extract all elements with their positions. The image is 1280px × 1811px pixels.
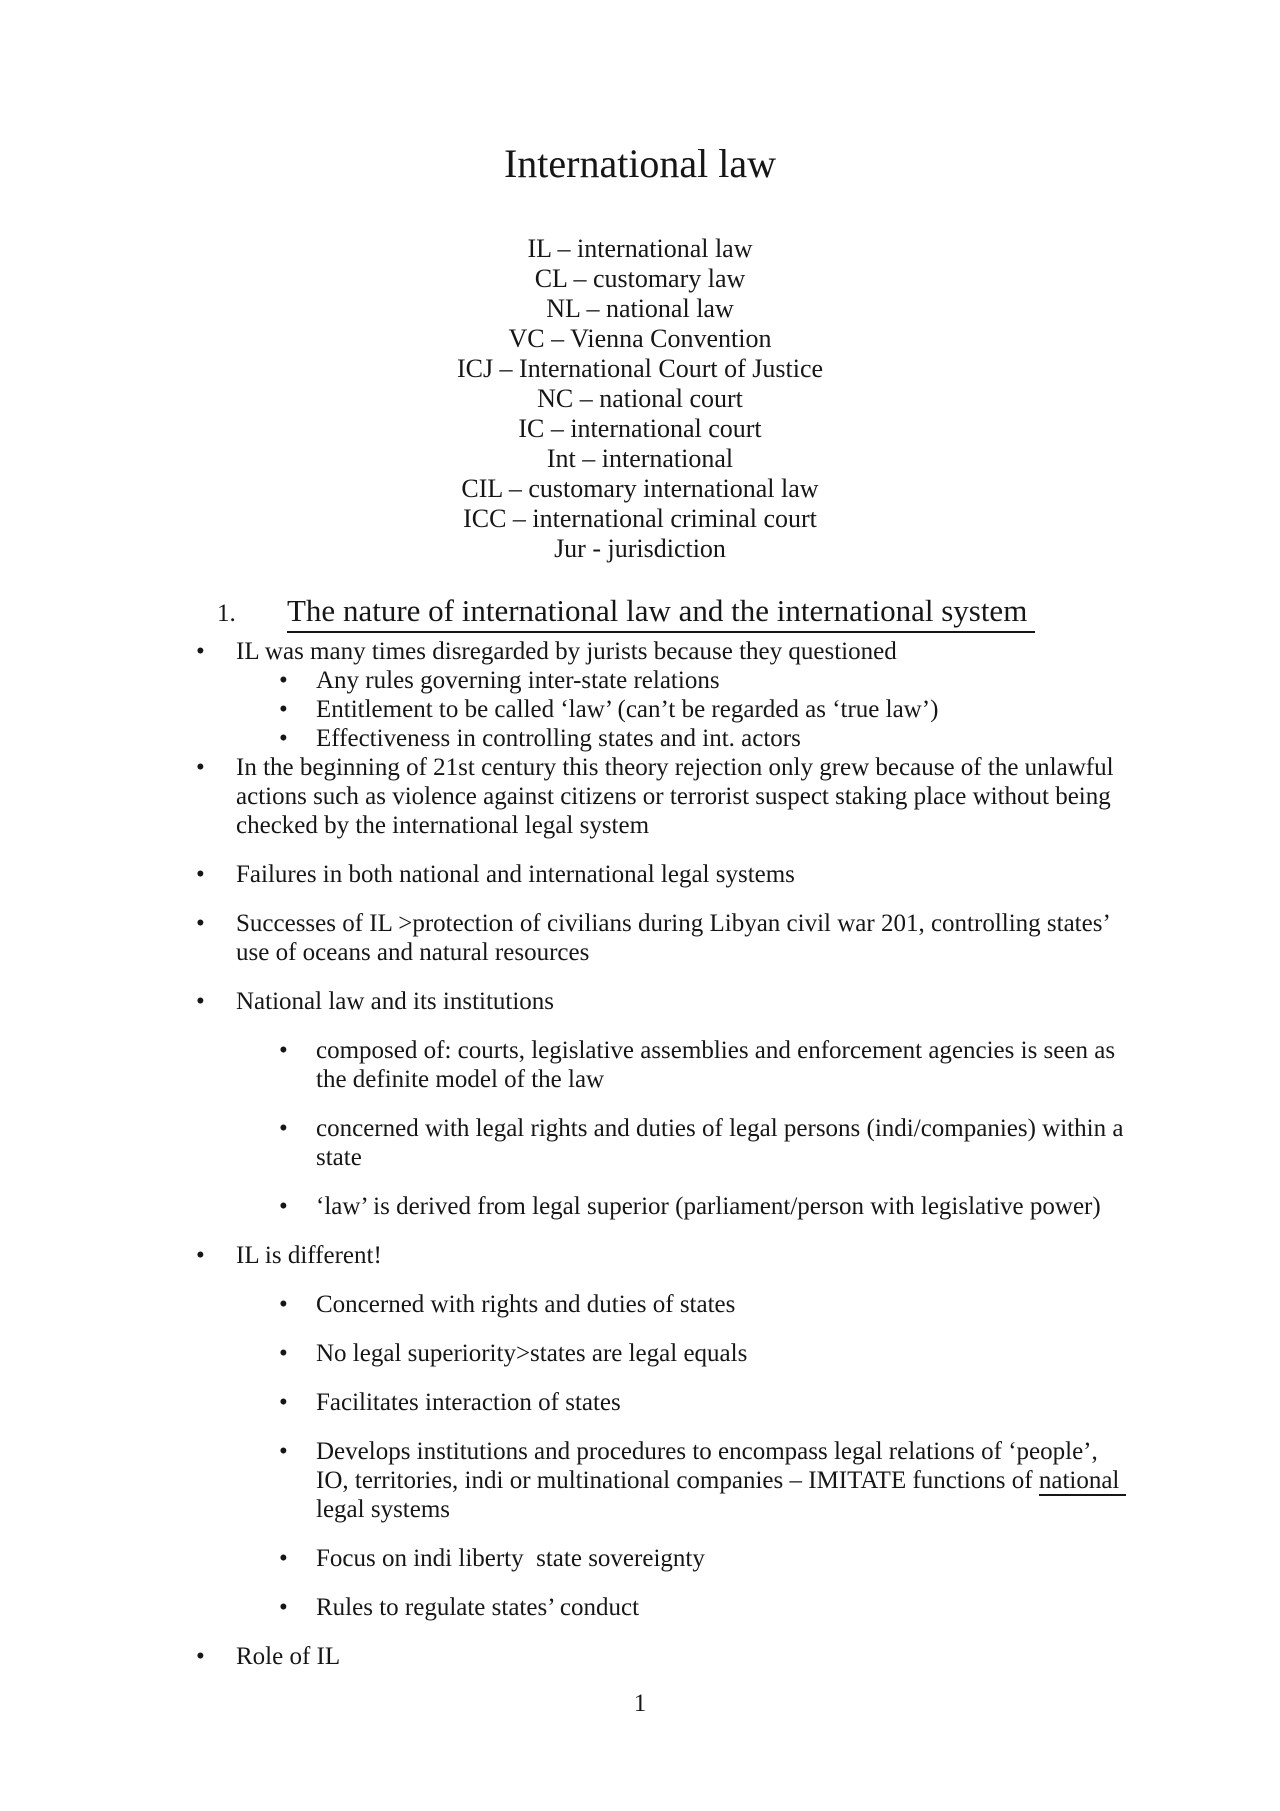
bullet-icon: •: [196, 638, 205, 665]
text-line: Effectiveness in controlling states and int. actors: [316, 725, 801, 752]
document-title: International law: [503, 141, 777, 186]
bullet-item: [122, 860, 1158, 889]
section-heading: [122, 592, 1158, 633]
bullet-icon: •: [196, 1242, 205, 1269]
bullet-item: [122, 724, 1158, 753]
bullet-item: [122, 666, 1158, 695]
abbreviation-line: CIL – customary international law: [461, 474, 819, 503]
bullet-icon: •: [279, 1438, 288, 1465]
bullet-icon: •: [279, 1594, 288, 1621]
text-line: legal systems: [316, 1496, 451, 1523]
text-line: In the beginning of 21st century this theory rejection only grew because of the unlawful: [236, 754, 1114, 781]
bullet-list: [122, 637, 1158, 1671]
text-line: Any rules governing inter-state relations: [316, 667, 720, 694]
bullet-item: [122, 753, 1158, 840]
bullet-icon: •: [279, 1389, 288, 1416]
text-line: National law and its institutions: [236, 988, 555, 1015]
page-number: 1: [633, 1690, 647, 1717]
text-segment: IO, territories, indi or multinational companies – IMITATE functions of: [316, 1467, 1039, 1494]
text-line: use of oceans and natural resources: [236, 939, 590, 966]
abbreviation-line: Jur - jurisdiction: [554, 534, 726, 563]
bullet-item: [122, 909, 1158, 967]
bullet-item: [122, 1114, 1158, 1172]
text-line: concerned with legal rights and duties of legal persons (indi/companies) within a: [316, 1115, 1124, 1142]
text-line: checked by the international legal system: [236, 812, 650, 839]
bullet-icon: •: [279, 1291, 288, 1318]
bullet-item: [122, 695, 1158, 724]
text-line: Successes of IL >protection of civilians during Libyan civil war 201, controlling states’: [236, 910, 1111, 937]
text-line: Rules to regulate states’ conduct: [316, 1594, 640, 1621]
abbreviation-line: ICJ – International Court of Justice: [456, 354, 824, 383]
abbreviation-line: NL – national law: [546, 294, 734, 323]
text-line: state: [316, 1144, 362, 1171]
abbreviation-list: [122, 234, 1158, 564]
bullet-icon: •: [196, 861, 205, 888]
bullet-icon: •: [196, 988, 205, 1015]
text-line: Concerned with rights and duties of states: [316, 1291, 736, 1318]
text-line: IL is different!: [236, 1242, 382, 1269]
bullet-item: [122, 1241, 1158, 1270]
bullet-icon: •: [196, 910, 205, 937]
abbreviation-line: ICC – international criminal court: [463, 504, 817, 533]
text-line: Focus on indi liberty state sovereignty: [316, 1545, 705, 1572]
bullet-item: [122, 1388, 1158, 1417]
abbreviation-line: NC – national court: [537, 384, 743, 413]
bullet-item: [122, 987, 1158, 1016]
bullet-icon: •: [279, 725, 288, 752]
text-line: actions such as violence against citizens or terrorist suspect staking place without being: [236, 783, 1111, 810]
bullet-item: [122, 1437, 1158, 1524]
bullet-icon: •: [279, 1037, 288, 1064]
bullet-item: [122, 637, 1158, 666]
bullet-icon: •: [279, 1193, 288, 1220]
bullet-icon: •: [279, 667, 288, 694]
bullet-icon: •: [279, 1340, 288, 1367]
text-line: IL was many times disregarded by jurists because they questioned: [236, 638, 897, 665]
bullet-item: [122, 1544, 1158, 1573]
bullet-item: [122, 1290, 1158, 1319]
bullet-item: [122, 1593, 1158, 1622]
section-title: The nature of international law and the international system: [287, 592, 1035, 633]
bullet-icon: •: [279, 1115, 288, 1142]
text-line: Entitlement to be called ‘law’ (can’t be regarded as ‘true law’): [316, 696, 939, 723]
bullet-icon: •: [279, 1545, 288, 1572]
text-line: Facilitates interaction of states: [316, 1389, 621, 1416]
abbreviation-line: IL – international law: [527, 234, 753, 263]
abbreviation-line: CL – customary law: [534, 264, 746, 293]
text-line: composed of: courts, legislative assemblies and enforcement agencies is seen as: [316, 1037, 1116, 1064]
bullet-item: [122, 1339, 1158, 1368]
text-line: Develops institutions and procedures to encompass legal relations of ‘people’,: [316, 1438, 1098, 1465]
text-line: No legal superiority>states are legal equals: [316, 1340, 748, 1367]
text-line: Failures in both national and international legal systems: [236, 861, 795, 888]
section-number: 1.: [217, 600, 236, 627]
abbreviation-line: Int – international: [546, 444, 734, 473]
bullet-icon: •: [196, 754, 205, 781]
text-line: Role of IL: [236, 1643, 341, 1670]
bullet-icon: •: [279, 696, 288, 723]
bullet-item: [122, 1642, 1158, 1671]
text-line: [316, 1466, 1158, 1495]
text-line: the definite model of the law: [316, 1066, 605, 1093]
underlined-text: national: [1038, 1467, 1126, 1494]
bullet-icon: •: [196, 1643, 205, 1670]
text-line: ‘law’ is derived from legal superior (parliament/person with legislative power): [316, 1193, 1101, 1220]
bullet-item: [122, 1036, 1158, 1094]
abbreviation-line: VC – Vienna Convention: [508, 324, 772, 353]
abbreviation-line: IC – international court: [518, 414, 762, 443]
bullet-item: [122, 1192, 1158, 1221]
